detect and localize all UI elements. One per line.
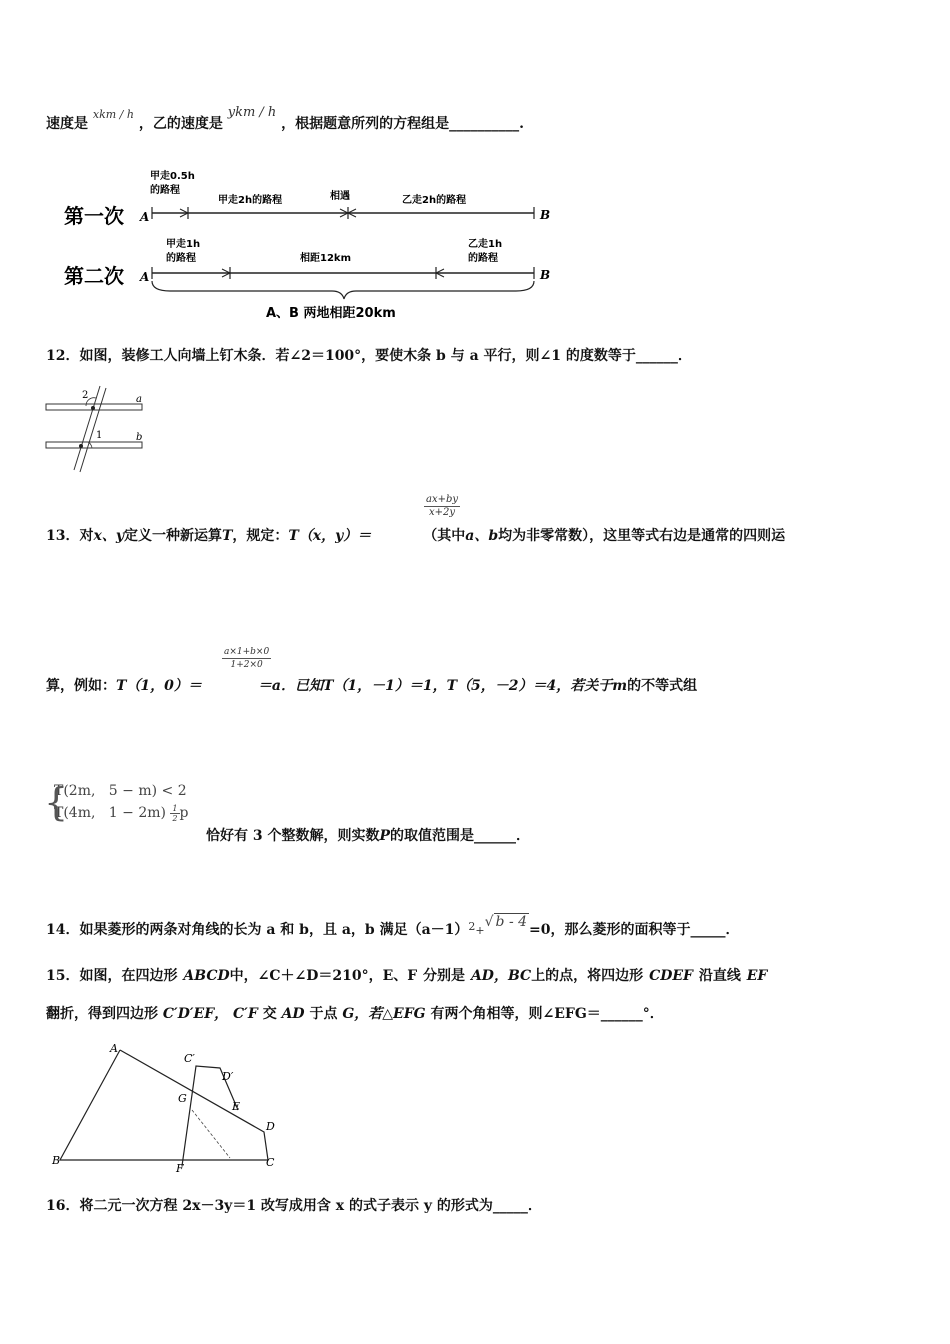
vertex-d: D: [266, 1120, 275, 1133]
x-speed-expression: xkm / h: [92, 108, 134, 121]
angle-1-label: 1: [96, 430, 103, 441]
system-brace: {: [44, 780, 69, 824]
row2-seg3-label-a: 乙走1h: [468, 239, 503, 250]
strip-b-label: b: [136, 432, 143, 443]
row1-label: 第一次: [64, 204, 124, 228]
total-distance-label: A、B 两地相距20km: [266, 306, 396, 321]
q11-line: 速度是 $^{xkm / h}$ ，乙的速度是 ykm / h ，根据题意所列的方程组是__________.: [46, 105, 525, 132]
distance-diagram: [60, 165, 580, 325]
y-speed-expression: ykm / h: [227, 105, 277, 120]
q13-line2: 算，例如：T（1，0）＝ ＝a．已知T（1，－1）＝1，T（5，－2）＝4，若关于m的不等式组: [46, 678, 698, 694]
answer-blank: __________: [449, 116, 520, 132]
row2-point-b: B: [540, 268, 551, 282]
parallel-strips-figure: [44, 384, 154, 476]
sqrt-expression: √ b - 4: [484, 914, 528, 930]
angle-2-label: 2: [82, 390, 89, 401]
inequality-2-fraction: $\frac{1}{2}$: [172, 803, 178, 823]
rule-fraction: $\frac{ax+by}{x+2y}$: [426, 494, 459, 518]
q13-line1: 13．对x、y定义一种新运算T，规定：T（x，y）＝ （其中a、b均为非零常数），这里等式右边是通常的四则运: [46, 528, 786, 544]
q15-line2: 翻折，得到四边形 C′D′EF， C′F 交 AD 于点 G，若△EFG 有两个角相等，则∠EFG＝______°．: [46, 1006, 664, 1022]
vertex-e: E: [232, 1100, 241, 1113]
vertex-g: G: [178, 1092, 187, 1105]
q15-line1: 15．如图，在四边形 ABCD中，∠C＋∠D＝210°，E、F 分别是 AD，BC上的点，将四边形 CDEF 沿直线 EF: [46, 968, 768, 984]
vertex-d-prime: D′: [222, 1070, 234, 1083]
row2-point-a: A: [140, 270, 150, 284]
q12-text: 12．如图，装修工人向墙上钉木条．若∠2＝100°，要使木条 b 与 a 平行，则∠1 的度数等于______．: [46, 348, 692, 364]
q13-line3: 恰好有 3 个整数解，则实数P的取值范围是______．: [206, 828, 531, 844]
row2-seg3-label-b: 的路程: [468, 253, 498, 264]
seg4-label: 乙走2h的路程: [402, 195, 467, 206]
seg2-label: 甲走2h的路程: [218, 195, 283, 206]
row2-seg1-label-b: 的路程: [166, 253, 196, 264]
vertex-c: C: [266, 1156, 275, 1169]
vertex-a: A: [110, 1042, 118, 1055]
seg1-label-a: 甲走0.5h: [150, 171, 195, 182]
inequality-1: T(2m, 5 − m) < 2: [54, 783, 187, 799]
row2-mid-label: 相距12km: [300, 253, 351, 264]
seg3-label: 相遇: [330, 191, 350, 202]
q14-line: 14．如果菱形的两条对角线的长为 a 和 b，且 a，b 满足$(a-1)^2+√$ b - 4 =0，那么菱形的面积等于_____．: [46, 914, 740, 938]
seg1-label-b: 的路程: [150, 185, 180, 196]
row1-point-a: A: [140, 210, 150, 224]
row2-label: 第二次: [64, 264, 124, 288]
row2-seg1-label-a: 甲走1h: [166, 239, 201, 250]
strip-a-label: a: [136, 394, 142, 405]
example-fraction: $\frac{a\times 1+b\times 0}{1+2\times 0}$: [224, 647, 270, 670]
inequality-2: T(4m, 1 − 2m) $\frac{1}{2}$ p: [54, 803, 189, 823]
vertex-f: F: [176, 1162, 184, 1175]
quadrilateral-fold-figure: [50, 1038, 290, 1178]
q16-text: 16．将二元一次方程 2x－3y＝1 改写成用含 x 的式子表示 y 的形式为_____．: [46, 1198, 542, 1214]
row1-point-b: B: [540, 208, 551, 222]
vertex-b: B: [52, 1154, 61, 1167]
inequality-system: [44, 780, 188, 824]
vertex-c-prime: C′: [184, 1052, 195, 1065]
